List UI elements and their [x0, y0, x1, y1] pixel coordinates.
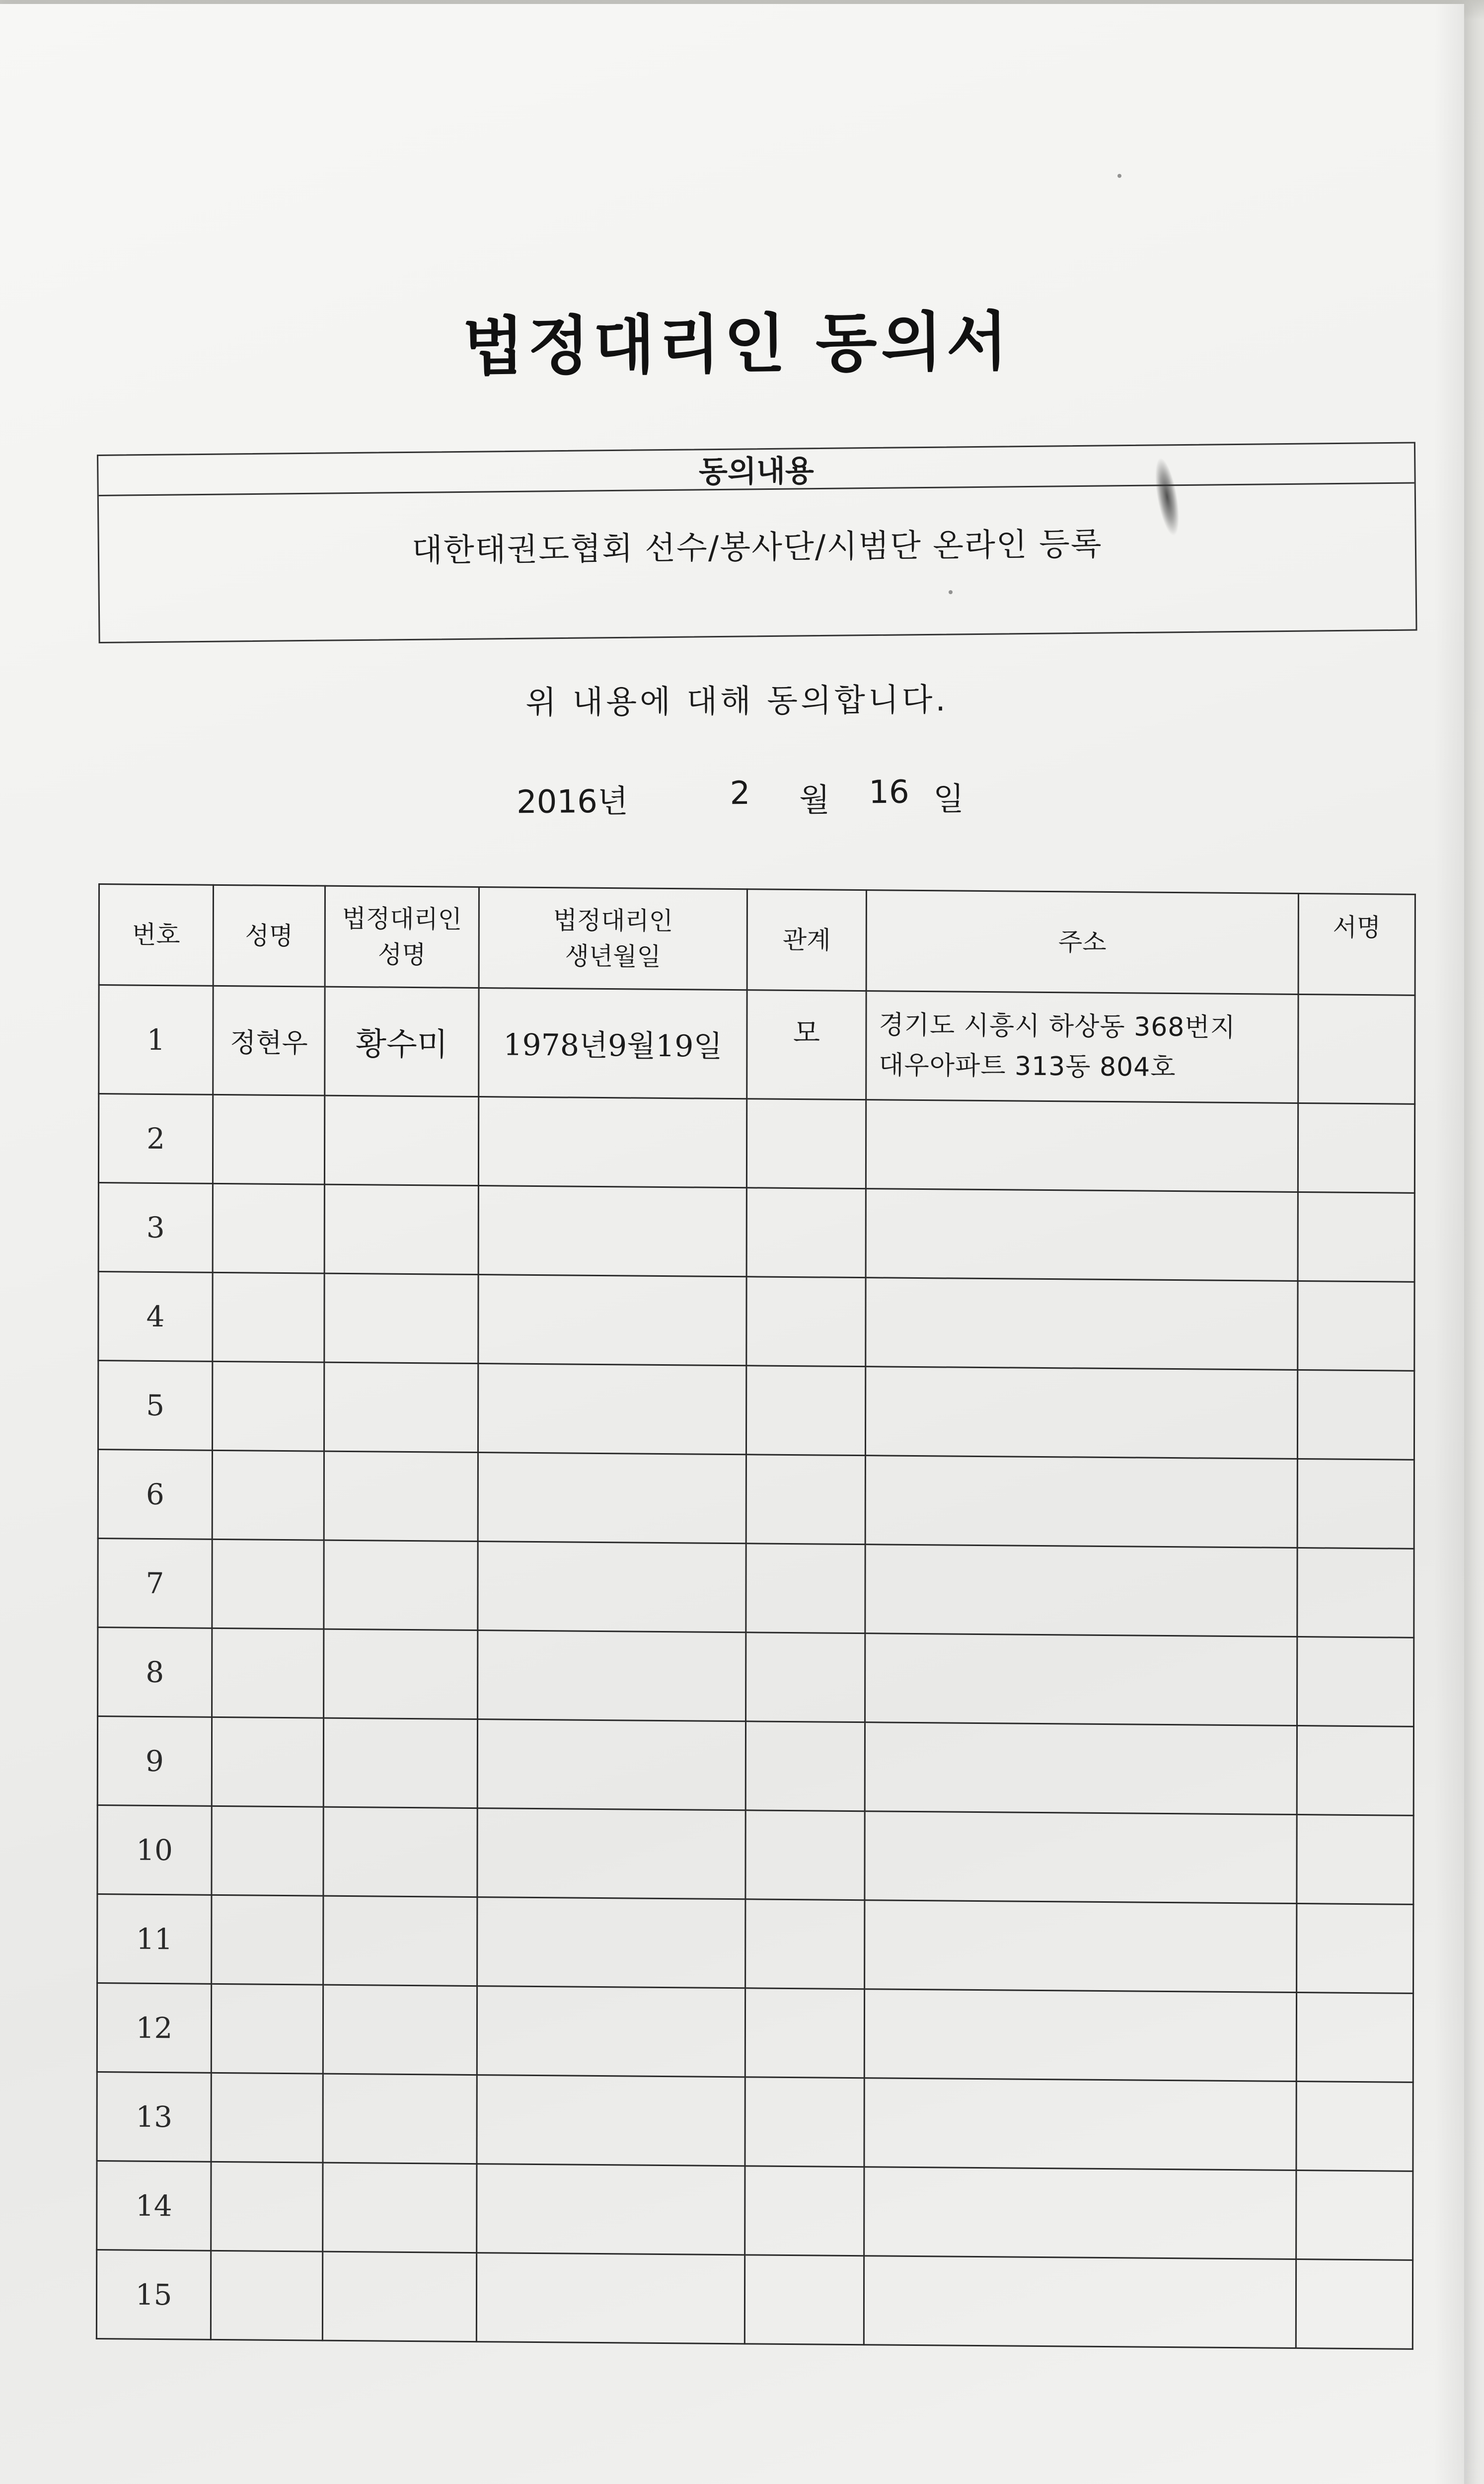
- row-address: [865, 1900, 1297, 1993]
- row-signature: [1297, 1726, 1413, 1816]
- header-rep-bday: [479, 887, 747, 990]
- row-rep-name: [323, 1807, 477, 1897]
- row-signature: [1297, 1815, 1413, 1905]
- row-rep-bday: 1978년9월19일: [479, 988, 747, 1099]
- table-row: [97, 1983, 1413, 2083]
- row-rep-bday: [478, 1364, 746, 1455]
- header-rep-name-line2: 성명: [377, 940, 426, 970]
- row-number: 1: [99, 985, 213, 1095]
- row-name: [213, 1361, 324, 1451]
- header-rep-bday-line2: 생년월일: [565, 941, 661, 971]
- row-relation: [746, 1099, 866, 1189]
- row-rep-bday: [478, 1275, 746, 1366]
- row-name: [212, 1717, 323, 1807]
- table-row: [99, 985, 1415, 1104]
- row-relation: [744, 2255, 864, 2345]
- row-name: [212, 1450, 324, 1540]
- row-signature: [1296, 2171, 1413, 2260]
- row-name: [211, 2251, 322, 2340]
- table-row: [98, 1272, 1414, 1371]
- table-row: [98, 1450, 1414, 1549]
- date-month-number: 2: [730, 775, 750, 812]
- row-address: [864, 2078, 1296, 2171]
- row-rep-bday: [477, 1897, 745, 1988]
- registration-table-wrap: [96, 883, 1414, 2329]
- date-month-label: 월: [799, 781, 830, 819]
- row-address-line1: 경기도 시흥시 하상동 368번지: [879, 1010, 1236, 1043]
- row-rep-name: [322, 2251, 476, 2341]
- consent-body: 대한태권도협회 선수/봉사단/시범단 온라인 등록: [411, 526, 1103, 569]
- row-rep-bday: [478, 1542, 746, 1632]
- row-relation: [746, 1455, 865, 1545]
- paper-speck: [949, 590, 953, 594]
- agreement-text: 위 내용에 대해 동의합니다.: [525, 682, 949, 721]
- row-rep-name: [323, 1985, 477, 2075]
- table-row: [98, 1361, 1414, 1460]
- row-number: 13: [97, 2072, 211, 2162]
- row-address: [865, 1545, 1297, 1637]
- row-number: 15: [96, 2250, 211, 2340]
- row-rep-bday: [477, 2164, 745, 2255]
- table-row: [98, 1094, 1414, 1193]
- registration-table: [96, 883, 1416, 2350]
- row-name: [212, 1895, 323, 1985]
- table-row: [97, 1716, 1413, 1816]
- row-signature: [1298, 1281, 1414, 1371]
- row-rep-bday: [477, 1719, 745, 1810]
- row-signature: [1296, 2082, 1413, 2172]
- row-rep-name: 황수미: [325, 987, 479, 1096]
- consent-box: [97, 442, 1417, 643]
- row-number: 7: [98, 1539, 212, 1629]
- row-number: 14: [97, 2161, 211, 2251]
- row-rep-name: [323, 1896, 477, 1986]
- row-rep-name: [323, 2074, 477, 2164]
- row-address: [866, 991, 1298, 1103]
- table-row: [97, 2072, 1413, 2172]
- row-rep-bday: [477, 2075, 745, 2166]
- row-signature: [1297, 1548, 1414, 1638]
- row-address-line2: 대우아파트 313동 804호: [879, 1050, 1176, 1083]
- table-row: [97, 2161, 1413, 2260]
- document-title: 법정대리인 동의서: [462, 305, 1012, 385]
- row-number: 11: [97, 1894, 212, 1984]
- date-line: [517, 774, 974, 822]
- row-name: 정현우: [213, 986, 325, 1095]
- row-address: [866, 1100, 1298, 1192]
- header-rep-name-line1: 법정대리인: [342, 904, 462, 934]
- row-rep-name: [324, 1451, 478, 1541]
- row-number: 3: [98, 1183, 213, 1273]
- table-header-row: [99, 884, 1415, 996]
- row-rep-bday: [478, 1186, 746, 1277]
- row-address: [865, 1456, 1297, 1548]
- row-rep-name: [324, 1273, 478, 1363]
- row-address: [864, 2256, 1296, 2348]
- row-address: [866, 1189, 1298, 1281]
- table-row: [98, 1628, 1414, 1727]
- row-signature: [1296, 1993, 1413, 2083]
- row-name: [213, 1094, 324, 1184]
- row-relation: [746, 1188, 866, 1278]
- row-rep-bday: [477, 1986, 745, 2077]
- header-relation: 관계: [747, 889, 866, 991]
- header-address: 주소: [866, 890, 1298, 995]
- row-name: [212, 1539, 324, 1629]
- row-rep-bday: [478, 1630, 746, 1721]
- row-address: [865, 1633, 1297, 1726]
- row-number: 4: [98, 1272, 213, 1362]
- row-number: 6: [98, 1450, 212, 1540]
- row-address: [865, 1367, 1297, 1459]
- row-address: [864, 1989, 1296, 2082]
- row-signature: [1297, 1459, 1414, 1549]
- date-day-number: 16: [868, 774, 909, 811]
- row-signature: [1297, 1637, 1413, 1727]
- row-signature: [1297, 1904, 1413, 1994]
- header-rep-bday-line1: 법정대리인: [553, 905, 673, 935]
- row-address: [865, 1811, 1297, 1904]
- header-rep-name: [325, 886, 479, 988]
- header-signature: 서명: [1298, 893, 1415, 995]
- row-relation: [746, 1544, 865, 1633]
- table-row: [98, 1539, 1414, 1638]
- row-address: [864, 2167, 1296, 2259]
- row-relation: 모: [747, 990, 866, 1100]
- row-relation: [745, 1988, 864, 2078]
- table-row: [97, 1805, 1413, 1905]
- row-relation: [745, 2077, 864, 2167]
- row-signature: [1296, 2259, 1412, 2349]
- row-number: 10: [97, 1805, 212, 1895]
- row-relation: [746, 1277, 866, 1367]
- consent-header: 동의내용: [98, 444, 1414, 496]
- row-rep-bday: [477, 1808, 745, 1899]
- row-signature: [1298, 1103, 1414, 1193]
- row-signature: [1298, 1192, 1414, 1282]
- row-name: [211, 2162, 323, 2251]
- row-address: [865, 1722, 1297, 1815]
- row-relation: [746, 1632, 865, 1722]
- row-name: [211, 2073, 323, 2163]
- row-number: 8: [98, 1628, 212, 1717]
- row-signature: [1298, 994, 1415, 1104]
- row-number: 9: [97, 1716, 212, 1806]
- row-rep-bday: [478, 1097, 746, 1188]
- paper-speck: [1117, 174, 1121, 178]
- header-num: 번호: [99, 884, 213, 986]
- row-rep-name: [323, 1718, 477, 1808]
- row-relation: [745, 1899, 865, 1989]
- row-rep-bday: [476, 2253, 744, 2344]
- row-rep-name: [324, 1540, 478, 1630]
- row-rep-name: [324, 1362, 478, 1452]
- date-day-label: 일: [933, 780, 965, 818]
- row-rep-bday: [478, 1453, 746, 1544]
- table-row: [97, 1894, 1413, 1994]
- row-name: [213, 1272, 324, 1362]
- table-row: [96, 2250, 1412, 2349]
- table-row: [98, 1183, 1414, 1282]
- header-name: 성명: [213, 885, 325, 987]
- row-address: [866, 1278, 1298, 1370]
- row-rep-name: [324, 1095, 478, 1185]
- row-rep-name: [324, 1629, 478, 1719]
- row-number: 2: [98, 1094, 213, 1184]
- row-number: 5: [98, 1361, 213, 1451]
- date-year: 2016년: [516, 783, 629, 821]
- row-relation: [745, 2166, 864, 2256]
- row-name: [213, 1183, 324, 1273]
- row-rep-name: [323, 2163, 477, 2252]
- row-relation: [745, 1721, 865, 1811]
- row-name: [212, 1628, 324, 1718]
- row-signature: [1297, 1370, 1414, 1460]
- row-relation: [746, 1366, 865, 1456]
- row-relation: [745, 1810, 865, 1900]
- row-name: [211, 1984, 323, 2074]
- row-rep-name: [324, 1184, 478, 1274]
- row-number: 12: [97, 1983, 211, 2073]
- row-name: [212, 1806, 323, 1896]
